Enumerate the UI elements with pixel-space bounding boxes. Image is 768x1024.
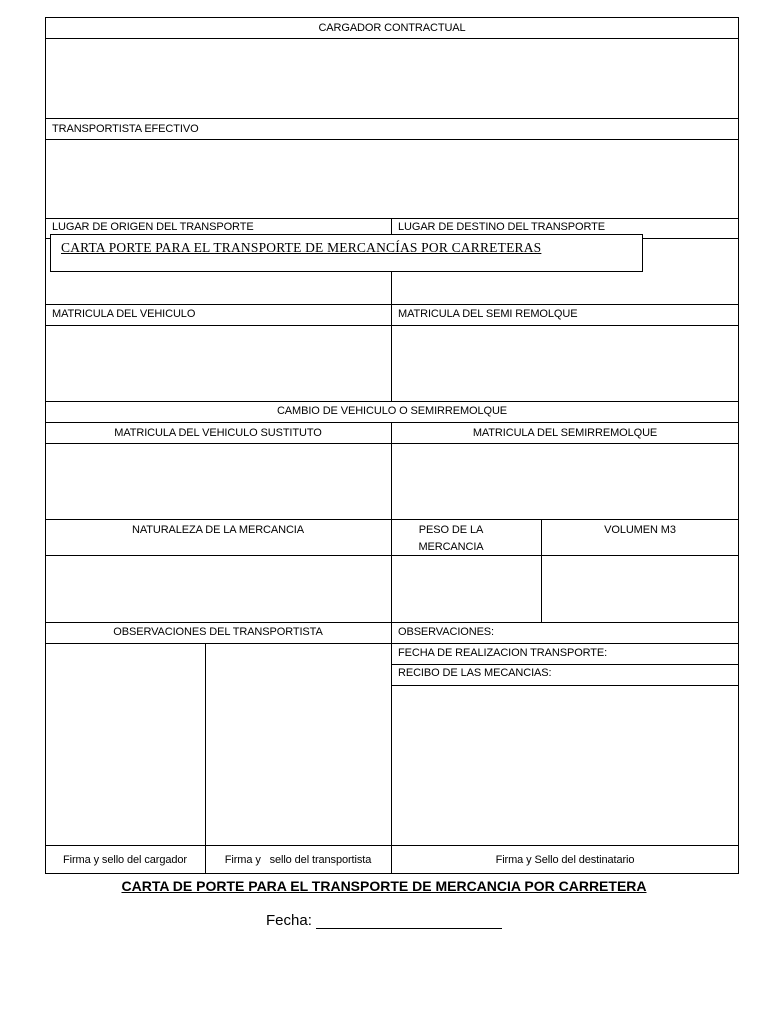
rule xyxy=(45,643,739,644)
rule xyxy=(45,401,739,402)
destino-label: LUGAR DE DESTINO DEL TRANSPORTE xyxy=(398,221,605,233)
matricula-semirremolque-label: MATRICULA DEL SEMIRREMOLQUE xyxy=(472,427,658,439)
rule xyxy=(45,422,739,423)
column-divider xyxy=(205,643,206,873)
rule xyxy=(45,873,739,874)
rule xyxy=(45,555,739,556)
rule xyxy=(45,17,739,18)
cambio-label: CAMBIO DE VEHICULO O SEMIRREMOLQUE xyxy=(276,405,508,417)
overlay-title-box xyxy=(50,234,643,272)
peso-label-line2: MERCANCIA xyxy=(418,541,484,553)
rule xyxy=(391,664,739,665)
footer-title: CARTA DE PORTE PARA EL TRANSPORTE DE MERCANCIA POR CARRETERA xyxy=(121,878,647,894)
observaciones-label: OBSERVACIONES: xyxy=(398,626,494,638)
peso-label-line1: PESO DE LA xyxy=(418,524,484,536)
cargador-label: CARGADOR CONTRACTUAL xyxy=(318,22,466,34)
matricula-vehiculo-label: MATRICULA DEL VEHICULO xyxy=(52,308,196,320)
form-border-right xyxy=(738,17,739,874)
firma-destinatario-label: Firma y Sello del destinatario xyxy=(495,854,635,866)
firma-cargador-label: Firma y sello del cargador xyxy=(63,854,187,866)
origen-label: LUGAR DE ORIGEN DEL TRANSPORTE xyxy=(52,221,254,233)
column-divider xyxy=(391,422,392,873)
rule xyxy=(45,325,739,326)
matricula-semi-label: MATRICULA DEL SEMI REMOLQUE xyxy=(398,308,578,320)
transportista-label: TRANSPORTISTA EFECTIVO xyxy=(52,123,199,135)
fecha-label: Fecha: xyxy=(266,912,312,929)
naturaleza-label: NATURALEZA DE LA MERCANCIA xyxy=(131,524,304,536)
rule xyxy=(45,139,739,140)
volumen-label: VOLUMEN M3 xyxy=(604,524,676,536)
rule xyxy=(45,218,739,219)
rule xyxy=(45,118,739,119)
rule xyxy=(45,38,739,39)
rule xyxy=(45,622,739,623)
obs-transportista-label: OBSERVACIONES DEL TRANSPORTISTA xyxy=(113,626,323,638)
matricula-sustituto-label: MATRICULA DEL VEHICULO SUSTITUTO xyxy=(114,427,322,439)
rule xyxy=(391,685,739,686)
form-border-left xyxy=(45,17,46,874)
recibo-label: RECIBO DE LAS MECANCIAS: xyxy=(398,667,552,679)
firma-transportista-label: Firma y sello del transportista xyxy=(224,854,372,866)
overlay-title: CARTA PORTE PARA EL TRANSPORTE DE MERCANCÍAS POR CARRETERAS xyxy=(61,240,542,255)
fecha-realizacion-label: FECHA DE REALIZACION TRANSPORTE: xyxy=(398,647,608,659)
rule xyxy=(45,304,739,305)
rule xyxy=(45,519,739,520)
rule xyxy=(45,845,739,846)
fecha-input-line[interactable] xyxy=(316,914,502,929)
fecha-field xyxy=(266,912,502,929)
rule xyxy=(45,443,739,444)
